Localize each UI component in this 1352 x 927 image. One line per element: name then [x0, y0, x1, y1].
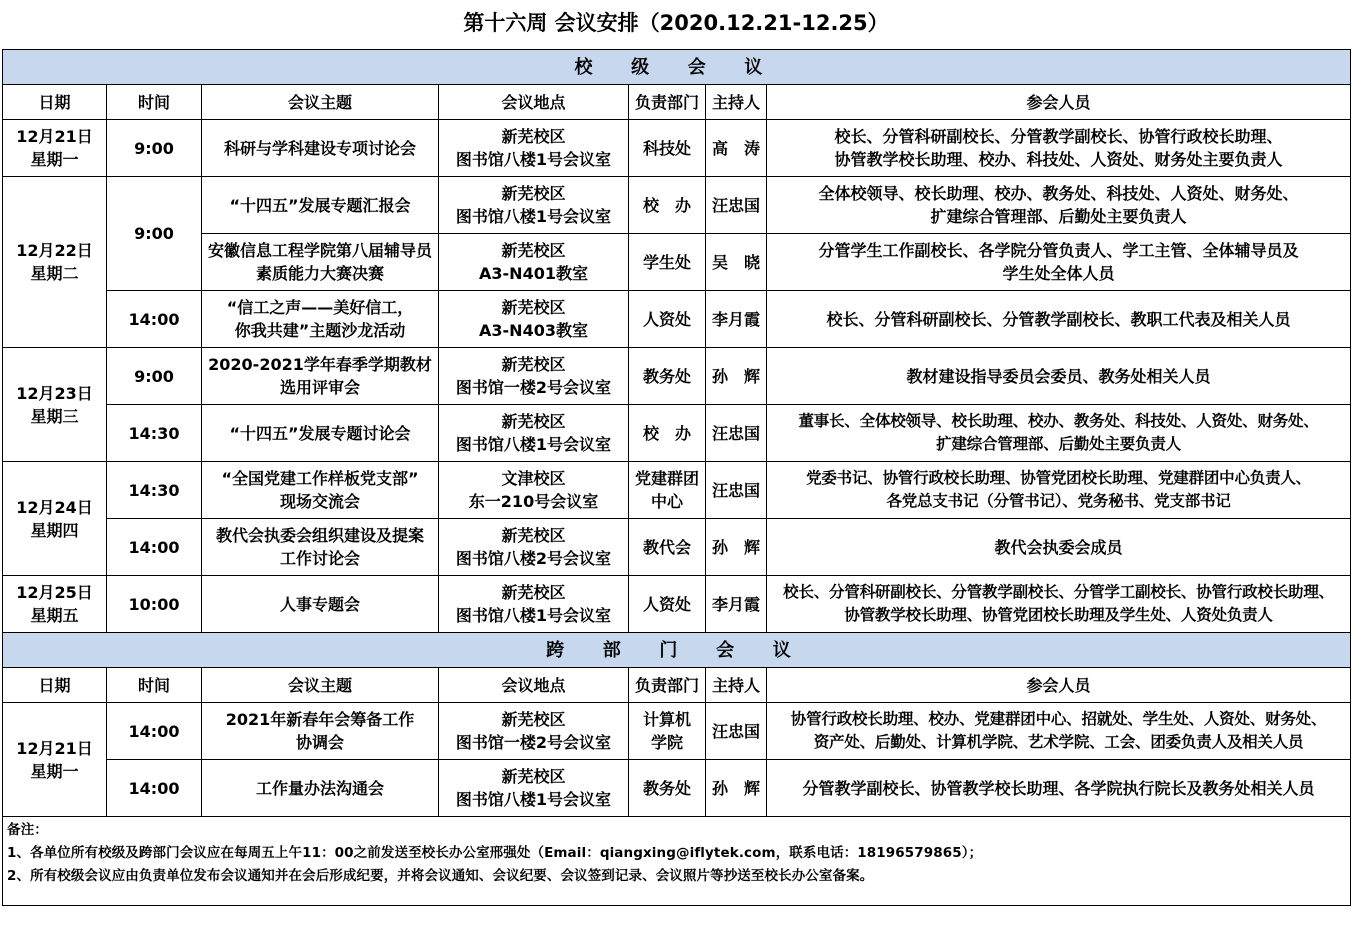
meeting-schedule-table	[2, 49, 1351, 906]
host-cell: 高 涛	[706, 120, 767, 177]
attendees-cell: 分管教学副校长、协管教学校长助理、各学院执行院长及教务处相关人员	[767, 760, 1351, 817]
table-row	[3, 703, 1351, 760]
topic-cell: “十四五”发展专题汇报会	[202, 177, 439, 234]
topic-cell: 工作量办法沟通会	[202, 760, 439, 817]
dept-cell: 人资处	[629, 291, 706, 348]
time-cell: 9:00	[107, 348, 202, 405]
col-header-attendees: 参会人员	[767, 85, 1351, 120]
date-cell: 12月24日 星期四	[3, 462, 107, 576]
table-row	[3, 760, 1351, 817]
section-header-cross-dept: 跨 部 门 会 议	[3, 633, 1351, 668]
host-cell: 汪忠国	[706, 462, 767, 519]
table-row	[3, 405, 1351, 462]
col-header-time: 时间	[107, 668, 202, 703]
col-header-dept: 负责部门	[629, 85, 706, 120]
notes-line-2: 2、所有校级会议应由负责单位发布会议通知并在会后形成纪要，并将会议通知、会议纪要、会议签到记录、会议照片等抄送至校长办公室备案。	[7, 868, 874, 884]
col-header-host: 主持人	[706, 85, 767, 120]
topic-cell: 安徽信息工程学院第八届辅导员 素质能力大赛决赛	[202, 234, 439, 291]
dept-cell: 教代会	[629, 519, 706, 576]
time-cell: 9:00	[107, 177, 202, 291]
topic-cell: “信工之声——美好信工， 你我共建”主题沙龙活动	[202, 291, 439, 348]
col-header-host: 主持人	[706, 668, 767, 703]
time-cell: 14:00	[107, 760, 202, 817]
time-cell: 9:00	[107, 120, 202, 177]
host-cell: 孙 辉	[706, 760, 767, 817]
host-cell: 孙 辉	[706, 519, 767, 576]
col-header-location: 会议地点	[439, 85, 629, 120]
date-cell: 12月21日 星期一	[3, 120, 107, 177]
location-cell: 文津校区 东一210号会议室	[439, 462, 629, 519]
col-header-location: 会议地点	[439, 668, 629, 703]
table-row	[3, 348, 1351, 405]
table-row	[3, 234, 1351, 291]
location-cell: 新芜校区 图书馆八楼2号会议室	[439, 519, 629, 576]
attendees-cell: 董事长、全体校领导、校长助理、校办、教务处、科技处、人资处、财务处、 扩建综合管理部、后勤处主要负责人	[767, 405, 1351, 462]
location-cell: 新芜校区 A3-N401教室	[439, 234, 629, 291]
date-cell: 12月25日 星期五	[3, 576, 107, 633]
section-header-school: 校 级 会 议	[3, 50, 1351, 85]
dept-cell: 教务处	[629, 348, 706, 405]
time-cell: 14:30	[107, 462, 202, 519]
dept-cell: 党建群团 中心	[629, 462, 706, 519]
location-cell: 新芜校区 图书馆八楼1号会议室	[439, 760, 629, 817]
date-cell: 12月23日 星期三	[3, 348, 107, 462]
topic-cell: 2020-2021学年春季学期教材 选用评审会	[202, 348, 439, 405]
dept-cell: 计算机 学院	[629, 703, 706, 760]
attendees-cell: 分管学生工作副校长、各学院分管负责人、学工主管、全体辅导员及 学生处全体人员	[767, 234, 1351, 291]
attendees-cell: 教材建设指导委员会委员、教务处相关人员	[767, 348, 1351, 405]
date-cell: 12月21日 星期一	[3, 703, 107, 817]
dept-cell: 人资处	[629, 576, 706, 633]
location-cell: 新芜校区 图书馆一楼2号会议室	[439, 348, 629, 405]
location-cell: 新芜校区 A3-N403教室	[439, 291, 629, 348]
attendees-cell: 教代会执委会成员	[767, 519, 1351, 576]
location-cell: 新芜校区 图书馆八楼1号会议室	[439, 405, 629, 462]
date-cell: 12月22日 星期二	[3, 177, 107, 348]
notes-line-1: 1、各单位所有校级及跨部门会议应在每周五上午11：00之前发送至校长办公室邢强处（Email：qiangxing@iflytek.com，联系电话：18196579865）；	[7, 845, 983, 861]
host-cell: 汪忠国	[706, 177, 767, 234]
topic-cell: “全国党建工作样板党支部” 现场交流会	[202, 462, 439, 519]
host-cell: 汪忠国	[706, 405, 767, 462]
dept-cell: 学生处	[629, 234, 706, 291]
col-header-attendees: 参会人员	[767, 668, 1351, 703]
table-row	[3, 519, 1351, 576]
topic-cell: 科研与学科建设专项讨论会	[202, 120, 439, 177]
page-title: 第十六周 会议安排（2020.12.21-12.25）	[463, 11, 889, 35]
dept-cell: 教务处	[629, 760, 706, 817]
dept-cell: 科技处	[629, 120, 706, 177]
time-cell: 14:00	[107, 703, 202, 760]
topic-cell: “十四五”发展专题讨论会	[202, 405, 439, 462]
table-row	[3, 576, 1351, 633]
time-cell: 14:30	[107, 405, 202, 462]
location-cell: 新芜校区 图书馆八楼1号会议室	[439, 177, 629, 234]
host-cell: 吴 晓	[706, 234, 767, 291]
table-row	[3, 291, 1351, 348]
attendees-cell: 全体校领导、校长助理、校办、教务处、科技处、人资处、财务处、 扩建综合管理部、后勤处主要负责人	[767, 177, 1351, 234]
attendees-cell: 校长、分管科研副校长、分管教学副校长、协管行政校长助理、 协管教学校长助理、校办、科技处、人资处、财务处主要负责人	[767, 120, 1351, 177]
column-header-row	[3, 668, 1351, 703]
table-row	[3, 120, 1351, 177]
topic-cell: 2021年新春年会筹备工作 协调会	[202, 703, 439, 760]
table-row	[3, 177, 1351, 234]
notes-section	[3, 817, 1351, 906]
col-header-time: 时间	[107, 85, 202, 120]
attendees-cell: 校长、分管科研副校长、分管教学副校长、教职工代表及相关人员	[767, 291, 1351, 348]
table-row	[3, 462, 1351, 519]
time-cell: 14:00	[107, 519, 202, 576]
col-header-topic: 会议主题	[202, 668, 439, 703]
topic-cell: 教代会执委会组织建设及提案 工作讨论会	[202, 519, 439, 576]
dept-cell: 校 办	[629, 177, 706, 234]
location-cell: 新芜校区 图书馆八楼1号会议室	[439, 120, 629, 177]
col-header-dept: 负责部门	[629, 668, 706, 703]
time-cell: 14:00	[107, 291, 202, 348]
location-cell: 新芜校区 图书馆一楼2号会议室	[439, 703, 629, 760]
location-cell: 新芜校区 图书馆八楼1号会议室	[439, 576, 629, 633]
topic-cell: 人事专题会	[202, 576, 439, 633]
column-header-row	[3, 85, 1351, 120]
time-cell: 10:00	[107, 576, 202, 633]
dept-cell: 校 办	[629, 405, 706, 462]
col-header-date: 日期	[3, 85, 107, 120]
host-cell: 李月霞	[706, 291, 767, 348]
attendees-cell: 校长、分管科研副校长、分管教学副校长、分管学工副校长、协管行政校长助理、 协管教学校长助理、协管党团校长助理及学生处、人资处负责人	[767, 576, 1351, 633]
host-cell: 汪忠国	[706, 703, 767, 760]
col-header-topic: 会议主题	[202, 85, 439, 120]
host-cell: 李月霞	[706, 576, 767, 633]
host-cell: 孙 辉	[706, 348, 767, 405]
notes-heading: 备注：	[7, 822, 48, 838]
col-header-date: 日期	[3, 668, 107, 703]
attendees-cell: 党委书记、协管行政校长助理、协管党团校长助理、党建群团中心负责人、 各党总支书记（分管书记）、党务秘书、党支部书记	[767, 462, 1351, 519]
attendees-cell: 协管行政校长助理、校办、党建群团中心、招就处、学生处、人资处、财务处、 资产处、后勤处、计算机学院、艺术学院、工会、团委负责人及相关人员	[767, 703, 1351, 760]
